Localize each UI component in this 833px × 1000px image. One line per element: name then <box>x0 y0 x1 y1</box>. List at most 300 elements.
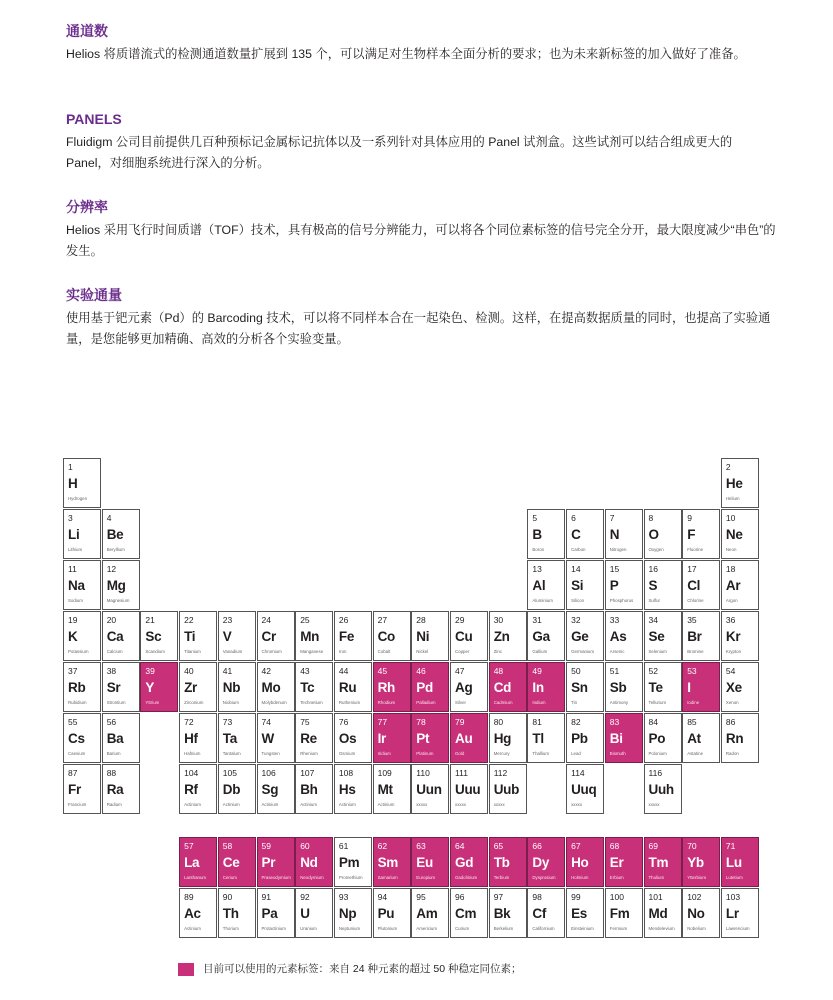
element-symbol: As <box>609 629 627 644</box>
element-number: 27 <box>377 615 388 625</box>
element-cell <box>527 837 565 887</box>
element-number: 77 <box>377 717 388 727</box>
element-number: 29 <box>455 615 465 625</box>
element-number: 85 <box>687 717 697 727</box>
element-symbol: Cu <box>455 629 473 644</box>
element-cell <box>218 888 256 938</box>
element-number: 83 <box>609 717 620 727</box>
element-name: Phosphorus <box>609 598 634 603</box>
element-symbol: Br <box>687 629 702 644</box>
element-number: 60 <box>300 841 310 851</box>
element-symbol: P <box>609 578 619 593</box>
element-number: 67 <box>571 841 581 851</box>
element-symbol: Hg <box>493 731 512 746</box>
element-number: 25 <box>300 615 310 625</box>
element-cell <box>218 662 256 712</box>
element-number: 23 <box>222 615 233 625</box>
element-cell <box>605 611 643 661</box>
element-cell <box>257 713 295 763</box>
element-name: Copper <box>455 649 470 654</box>
element-name: Tellurium <box>648 700 667 705</box>
element-cell <box>721 837 759 887</box>
element-number: 66 <box>532 841 542 851</box>
element-symbol: Ce <box>222 855 240 870</box>
element-name: Antimony <box>609 700 629 705</box>
legend-swatch <box>178 963 194 976</box>
element-number: 32 <box>571 615 581 625</box>
element-name: Ytterbium <box>687 875 706 880</box>
element-cell <box>411 611 449 661</box>
element-symbol: W <box>261 731 274 746</box>
element-symbol: Pm <box>338 855 360 870</box>
element-cell <box>527 509 565 559</box>
element-cell <box>257 888 295 938</box>
element-number: 71 <box>725 841 736 851</box>
element-number: 3 <box>68 513 73 523</box>
element-name: Yttrium <box>145 700 160 705</box>
element-number: 100 <box>609 892 624 902</box>
element-name: Molybdenum <box>261 700 287 705</box>
element-symbol: B <box>532 527 542 542</box>
element-number: 105 <box>222 768 237 778</box>
element-cell <box>63 713 101 763</box>
element-symbol: He <box>725 476 743 491</box>
element-number: 24 <box>261 615 271 625</box>
element-symbol: At <box>687 731 701 746</box>
element-symbol: Bh <box>300 782 318 797</box>
element-number: 93 <box>338 892 349 902</box>
element-cell <box>605 888 643 938</box>
element-name: Actinium <box>338 802 356 807</box>
element-cell <box>527 713 565 763</box>
element-name: Berkelium <box>493 926 514 931</box>
element-name: Holmium <box>571 875 589 880</box>
element-name: Zinc <box>493 649 502 654</box>
element-cell <box>218 713 256 763</box>
element-number: 39 <box>145 666 155 676</box>
element-cell <box>682 560 720 610</box>
element-name: Iridium <box>377 751 391 756</box>
element-symbol: S <box>648 578 658 593</box>
element-name: Actinium <box>300 802 318 807</box>
element-name: Lanthanum <box>184 875 207 880</box>
element-cell <box>527 662 565 712</box>
element-number: 88 <box>106 768 117 778</box>
element-symbol: Ca <box>106 629 124 644</box>
element-number: 73 <box>222 717 233 727</box>
element-name: Selenium <box>648 649 667 654</box>
element-name: xxxxx <box>493 802 505 807</box>
element-symbol: Y <box>145 680 155 695</box>
element-name: Samarium <box>377 875 398 880</box>
element-name: Radium <box>106 802 122 807</box>
element-symbol: N <box>609 527 620 542</box>
element-cell <box>257 837 295 887</box>
element-name: Plutonium <box>377 926 398 931</box>
element-number: 82 <box>571 717 581 727</box>
element-symbol: Sn <box>571 680 588 695</box>
element-name: Tin <box>571 700 578 705</box>
element-cell <box>102 509 140 559</box>
element-name: Tantalum <box>222 751 241 756</box>
element-number: 40 <box>184 666 194 676</box>
element-symbol: Mo <box>261 680 281 695</box>
element-name: Germanium <box>571 649 595 654</box>
element-number: 59 <box>261 841 271 851</box>
element-symbol: Ge <box>571 629 589 644</box>
element-number: 62 <box>377 841 388 851</box>
element-name: Nickel <box>416 649 429 654</box>
element-name: Palladium <box>416 700 436 705</box>
element-symbol: Mg <box>106 578 126 593</box>
element-cell <box>295 888 333 938</box>
element-cell <box>63 509 101 559</box>
element-name: Actinium <box>377 802 395 807</box>
element-cell <box>218 837 256 887</box>
element-name: Fermium <box>609 926 628 931</box>
element-name: Thulium <box>648 875 665 880</box>
element-symbol: Sm <box>377 855 399 870</box>
element-symbol: Pt <box>416 731 430 746</box>
element-cell <box>644 764 682 814</box>
element-name: Rhodium <box>377 700 396 705</box>
element-cell <box>566 837 604 887</box>
element-name: Gold <box>455 751 465 756</box>
element-cell <box>411 837 449 887</box>
element-cell <box>102 611 140 661</box>
element-cell <box>140 662 178 712</box>
element-number: 110 <box>416 768 430 778</box>
element-symbol: Fm <box>609 906 630 921</box>
element-name: Calcium <box>106 649 123 654</box>
element-cell <box>489 662 527 712</box>
element-name: Cobalt <box>377 649 391 654</box>
element-name: Cadmium <box>493 700 513 705</box>
element-symbol: Ti <box>184 629 196 644</box>
element-symbol: Sb <box>609 680 627 695</box>
element-number: 10 <box>725 513 736 523</box>
element-symbol: Dy <box>532 855 550 870</box>
element-cell <box>605 560 643 610</box>
element-name: Platinum <box>416 751 434 756</box>
element-cell <box>179 764 217 814</box>
element-symbol: Uun <box>416 782 442 797</box>
element-number: 37 <box>68 666 78 676</box>
element-symbol: Rn <box>725 731 744 746</box>
element-symbol: Cd <box>493 680 512 695</box>
element-cell <box>721 560 759 610</box>
element-name: Strontium <box>106 700 126 705</box>
element-name: Caesium <box>68 751 86 756</box>
element-cell <box>527 888 565 938</box>
element-name: Francium <box>68 802 87 807</box>
element-symbol: Sg <box>261 782 279 797</box>
element-cell <box>373 888 411 938</box>
element-symbol: Au <box>455 731 473 746</box>
element-name: Niobium <box>222 700 239 705</box>
element-symbol: Ir <box>377 731 386 746</box>
element-name: Rhenium <box>300 751 318 756</box>
element-symbol: Rf <box>184 782 198 797</box>
element-name: Europium <box>416 875 436 880</box>
element-name: xxxxx <box>648 802 660 807</box>
element-symbol: Np <box>338 906 357 921</box>
element-name: Neon <box>725 547 737 552</box>
element-cell <box>218 764 256 814</box>
element-name: Fluorine <box>687 547 704 552</box>
element-cell <box>373 764 411 814</box>
element-name: Aluminium <box>532 598 553 603</box>
element-symbol: U <box>300 906 310 921</box>
element-cell <box>682 509 720 559</box>
element-number: 45 <box>377 666 388 676</box>
element-number: 63 <box>416 841 426 851</box>
element-symbol: Zr <box>184 680 197 695</box>
element-number: 55 <box>68 717 78 727</box>
element-name: Mercury <box>493 751 510 756</box>
element-number: 109 <box>377 768 392 778</box>
element-symbol: Be <box>106 527 124 542</box>
element-number: 42 <box>261 666 271 676</box>
element-number: 87 <box>68 768 78 778</box>
element-symbol: Tc <box>300 680 315 695</box>
element-symbol: Ne <box>725 527 743 542</box>
element-name: Indium <box>532 700 546 705</box>
section-title-channels: 通道数 <box>66 23 108 39</box>
element-name: Ruthenium <box>338 700 361 705</box>
element-cell <box>334 764 372 814</box>
element-symbol: Os <box>338 731 357 746</box>
element-number: 108 <box>338 768 354 778</box>
element-number: 64 <box>455 841 465 851</box>
element-number: 22 <box>184 615 194 625</box>
element-name: Scandium <box>145 649 165 654</box>
element-symbol: Ni <box>416 629 430 644</box>
element-cell <box>411 662 449 712</box>
element-cell <box>682 837 720 887</box>
section-body-channels: Helios 将质谱流式的检测通道数量扩展到 135 个，可以满足对生物样本全面分析的要求；也为未来新标签的加入做好了准备。 <box>66 47 746 61</box>
element-cell <box>450 713 488 763</box>
element-cell <box>179 888 217 938</box>
element-name: Lawrencium <box>725 926 750 931</box>
element-number: 72 <box>184 717 194 727</box>
element-name: Lithium <box>68 547 83 552</box>
element-cell <box>489 764 527 814</box>
element-cell <box>644 509 682 559</box>
element-cell <box>63 560 101 610</box>
element-cell <box>373 611 411 661</box>
element-cell <box>295 764 333 814</box>
element-symbol: K <box>68 629 78 644</box>
element-symbol: Mt <box>377 782 393 797</box>
element-number: 41 <box>222 666 233 676</box>
element-cell <box>566 662 604 712</box>
element-symbol: Hf <box>184 731 198 746</box>
element-cell <box>373 662 411 712</box>
element-cell <box>411 888 449 938</box>
element-number: 8 <box>648 513 654 523</box>
element-number: 2 <box>725 462 731 472</box>
element-number: 20 <box>106 615 117 625</box>
element-cell <box>295 662 333 712</box>
element-symbol: In <box>532 680 544 695</box>
element-cell <box>411 713 449 763</box>
element-number: 7 <box>609 513 615 523</box>
element-symbol: Gd <box>455 855 474 870</box>
element-name: Mendelevium <box>648 926 675 931</box>
element-symbol: Tm <box>648 855 669 870</box>
element-symbol: Am <box>416 906 438 921</box>
element-number: 48 <box>493 666 504 676</box>
element-symbol: Po <box>648 731 666 746</box>
element-name: xxxxx <box>416 802 428 807</box>
element-cell <box>489 888 527 938</box>
element-number: 13 <box>532 564 542 574</box>
element-cell <box>295 837 333 887</box>
element-name: Iron <box>338 649 347 654</box>
element-symbol: Ar <box>725 578 741 593</box>
element-name: Nitrogen <box>609 547 627 552</box>
element-name: Tungsten <box>261 751 280 756</box>
element-number: 89 <box>184 892 194 902</box>
element-number: 103 <box>725 892 741 902</box>
element-name: Hydrogen <box>68 496 88 501</box>
element-name: Barium <box>106 751 121 756</box>
element-name: Xenon <box>725 700 739 705</box>
element-symbol: Zn <box>493 629 510 644</box>
element-symbol: Ta <box>222 731 237 746</box>
element-number: 92 <box>300 892 310 902</box>
element-number: 28 <box>416 615 426 625</box>
element-number: 31 <box>532 615 542 625</box>
element-cell <box>102 764 140 814</box>
element-name: xxxxx <box>571 802 583 807</box>
element-name: Potassium <box>68 649 89 654</box>
element-number: 54 <box>725 666 736 676</box>
element-name: Iodine <box>687 700 700 705</box>
element-number: 35 <box>687 615 697 625</box>
legend-text: 目前可以使用的元素标签：来自 24 种元素的超过 50 种稳定同位素； <box>203 963 522 975</box>
element-symbol: Xe <box>725 680 742 695</box>
element-symbol: F <box>687 527 696 542</box>
element-symbol: Mn <box>300 629 320 644</box>
element-symbol: O <box>648 527 659 542</box>
element-name: Chlorine <box>687 598 704 603</box>
element-cell <box>721 713 759 763</box>
element-number: 98 <box>532 892 542 902</box>
element-symbol: Lu <box>725 855 742 870</box>
element-cell <box>450 662 488 712</box>
element-symbol: Uuh <box>648 782 674 797</box>
element-cell <box>411 764 449 814</box>
element-number: 111 <box>455 768 468 778</box>
element-symbol: Cs <box>68 731 85 746</box>
element-name: Magnesium <box>106 598 130 603</box>
element-cell <box>450 611 488 661</box>
element-symbol: Ba <box>106 731 124 746</box>
element-name: Polonium <box>648 751 667 756</box>
element-cell <box>605 662 643 712</box>
element-cell <box>102 662 140 712</box>
element-name: Gallium <box>532 649 548 654</box>
section-title-resolution: 分辨率 <box>66 199 108 215</box>
section-body-panels: Fluidigm 公司目前提供几百种预标记金属标记抗体以及一系列针对具体应用的 Panel 试剂盒。这些试剂可以结合组成更大的 Panel，对细胞系统进行深入的分析。 <box>66 135 733 170</box>
element-cell <box>566 560 604 610</box>
element-name: Manganese <box>300 649 324 654</box>
element-cell <box>527 611 565 661</box>
element-symbol: Pb <box>571 731 588 746</box>
element-name: Titanium <box>184 649 201 654</box>
element-cell <box>605 509 643 559</box>
element-cell <box>102 560 140 610</box>
element-cell <box>682 713 720 763</box>
element-cell <box>566 509 604 559</box>
element-name: Uranium <box>300 926 317 931</box>
element-number: 50 <box>571 666 581 676</box>
element-cell <box>373 837 411 887</box>
element-symbol: Nb <box>222 680 241 695</box>
element-number: 16 <box>648 564 658 574</box>
element-name: Thallium <box>532 751 549 756</box>
element-cell <box>489 713 527 763</box>
element-number: 94 <box>377 892 388 902</box>
element-symbol: Fe <box>338 629 355 644</box>
element-cell <box>605 713 643 763</box>
element-cell <box>179 611 217 661</box>
element-name: Thorium <box>222 926 239 931</box>
element-symbol: Fr <box>68 782 81 797</box>
element-symbol: Ru <box>338 680 357 695</box>
element-symbol: Pd <box>416 680 433 695</box>
element-symbol: Yb <box>687 855 704 870</box>
element-symbol: Re <box>300 731 317 746</box>
element-number: 65 <box>493 841 504 851</box>
element-name: Radon <box>725 751 739 756</box>
element-cell <box>721 662 759 712</box>
element-symbol: H <box>68 476 78 491</box>
element-cell <box>721 611 759 661</box>
element-symbol: Cr <box>261 629 276 644</box>
element-name: Einsteinium <box>571 926 594 931</box>
element-name: Boron <box>532 547 545 552</box>
element-cell <box>295 713 333 763</box>
element-cell <box>605 837 643 887</box>
element-name: Actinium <box>222 802 240 807</box>
element-name: Protactinium <box>261 926 286 931</box>
element-number: 17 <box>687 564 697 574</box>
element-symbol: Lr <box>725 906 739 921</box>
element-name: Helium <box>725 496 740 501</box>
element-name: Osmium <box>338 751 356 756</box>
element-number: 69 <box>648 841 658 851</box>
element-cell <box>334 888 372 938</box>
element-number: 11 <box>68 564 77 574</box>
element-number: 1 <box>68 462 73 472</box>
element-name: Dysprosium <box>532 875 556 880</box>
element-symbol: Pr <box>261 855 276 870</box>
element-number: 68 <box>609 841 620 851</box>
element-symbol: Pu <box>377 906 395 921</box>
element-cell <box>218 611 256 661</box>
element-cell <box>334 662 372 712</box>
element-symbol: Md <box>648 906 668 921</box>
element-cell <box>489 611 527 661</box>
element-number: 51 <box>609 666 620 676</box>
element-number: 61 <box>338 841 349 851</box>
element-number: 81 <box>532 717 542 727</box>
element-name: Neptunium <box>338 926 361 931</box>
element-name: Sulfur <box>648 598 660 603</box>
